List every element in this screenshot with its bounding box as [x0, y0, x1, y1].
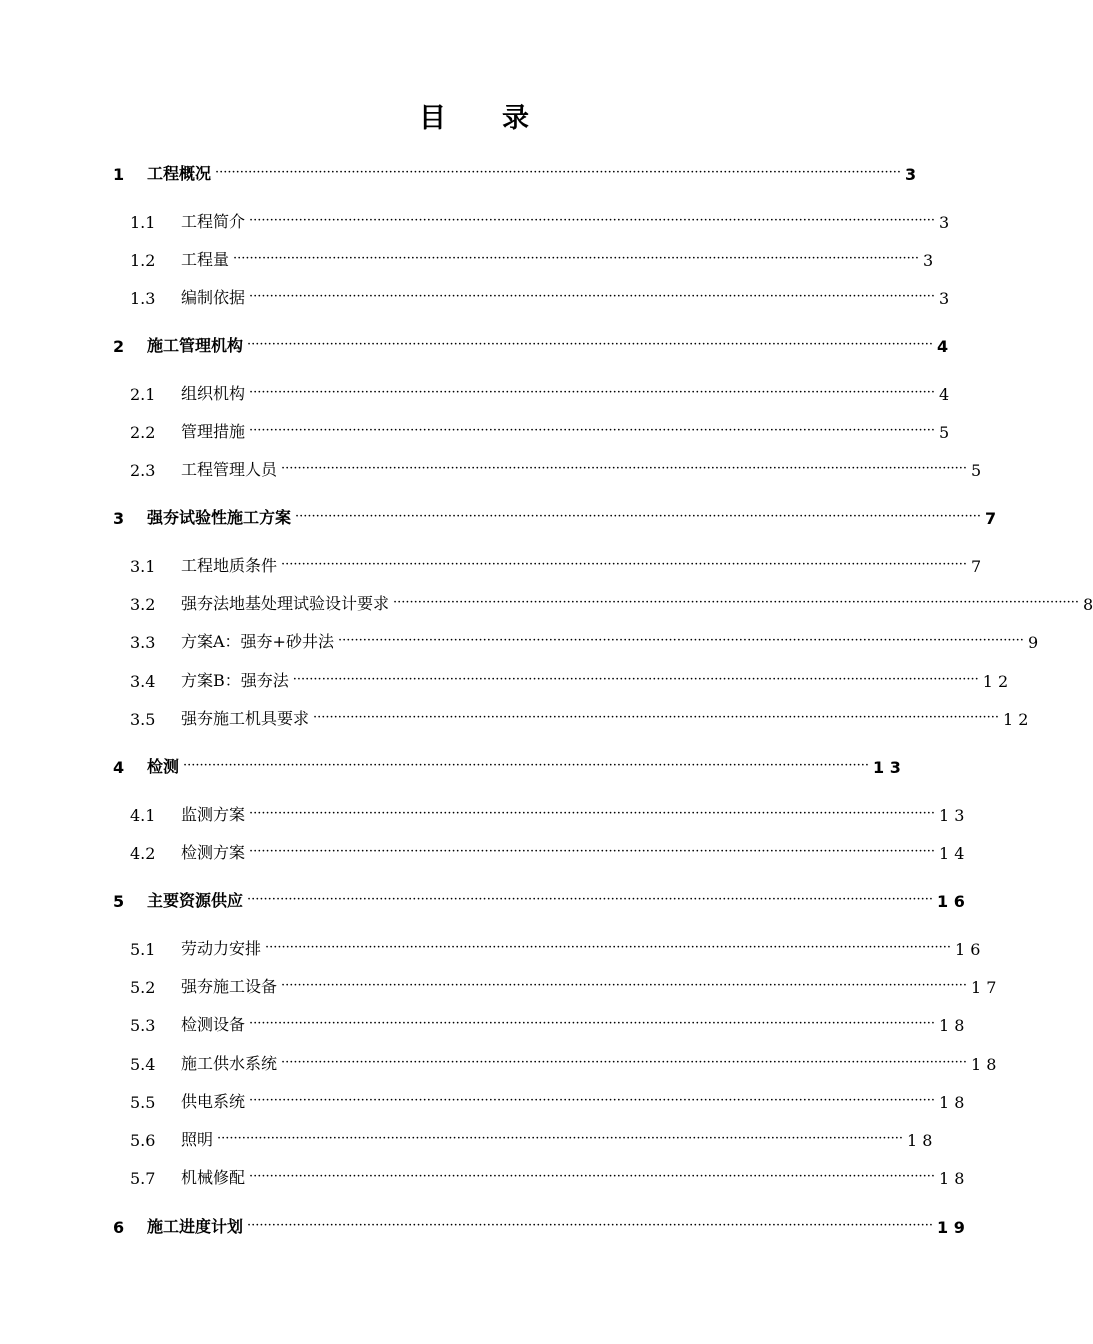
toc-entry-number: 2.3	[130, 461, 156, 480]
toc-entry-label: 主要资源供应	[147, 891, 244, 910]
toc-entry-label: 检测方案	[181, 843, 246, 862]
toc-entry[interactable]	[130, 284, 950, 308]
toc-leader-dots: ······································································································································································	[337, 633, 1024, 648]
toc-entry-label: 检测设备	[181, 1015, 246, 1034]
toc-entry[interactable]	[130, 839, 965, 863]
toc-entry-number: 5.6	[130, 1131, 156, 1150]
toc-entry-label: 强夯施工设备	[181, 977, 278, 996]
toc-entry-label: 强夯施工机具要求	[181, 709, 310, 728]
toc-entry-number: 3.2	[130, 595, 156, 614]
toc-entry-number: 3.4	[130, 672, 156, 691]
toc-entry-label: 强夯试验性施工方案	[147, 508, 292, 527]
toc-entry-number: 5.5	[130, 1093, 156, 1112]
toc-leader-dots: ······································································································································································	[247, 1218, 933, 1233]
toc-entry-page: 1 3	[938, 806, 965, 825]
toc-title-char-1: 目	[419, 103, 448, 134]
toc-entry-page: 8	[1082, 595, 1093, 614]
toc-entry-page: 1 8	[938, 1169, 965, 1188]
toc-entry-page: 1 6	[936, 892, 965, 911]
toc-entry[interactable]	[130, 705, 1029, 729]
toc-entry-number: 1	[113, 165, 125, 184]
toc-entry-page: 1 8	[970, 1055, 997, 1074]
toc-leader-dots: ······································································································································································	[183, 758, 869, 773]
toc-entry-page: 4	[936, 337, 949, 356]
toc-entry-page: 1 3	[872, 758, 901, 777]
toc-entry[interactable]	[130, 246, 934, 270]
toc-entry-number: 5.1	[130, 940, 156, 959]
toc-entry-page: 7	[984, 509, 997, 528]
toc-entry-label: 劳动力安排	[181, 939, 262, 958]
toc-entry[interactable]	[130, 590, 1093, 614]
toc-leader-dots: ······································································································································································	[247, 892, 933, 907]
toc-entry-page: 1 7	[970, 978, 997, 997]
toc-entry-label: 工程量	[181, 250, 230, 269]
toc-leader-dots: ······································································································································································	[281, 557, 967, 572]
toc-entry-label: 工程管理人员	[181, 460, 278, 479]
toc-entry[interactable]	[130, 973, 997, 997]
toc-leader-dots: ······································································································································································	[281, 1055, 967, 1070]
toc-entry-page: 1 4	[938, 844, 965, 863]
toc-leader-dots: ······································································································································································	[249, 1016, 935, 1031]
toc-leader-dots: ······································································································································································	[249, 1093, 935, 1108]
toc-entry-number: 2	[113, 337, 125, 356]
toc-entry-page: 3	[922, 251, 934, 270]
toc-leader-dots: ······································································································································································	[249, 213, 935, 228]
toc-entry[interactable]	[130, 628, 1039, 652]
toc-entry-page: 1 2	[982, 672, 1009, 691]
toc-entry[interactable]	[130, 1050, 997, 1074]
toc-entry-label: 施工进度计划	[147, 1217, 244, 1236]
toc-entry[interactable]	[113, 160, 917, 184]
toc-leader-dots: ······································································································································································	[281, 461, 967, 476]
toc-entry[interactable]	[130, 418, 950, 442]
toc-entry-number: 1.3	[130, 289, 156, 308]
toc-leader-dots: ······································································································································································	[249, 844, 935, 859]
toc-leader-dots: ······································································································································································	[249, 1169, 935, 1184]
toc-leader-dots: ······································································································································································	[313, 710, 999, 725]
toc-entry-label: 照明	[181, 1130, 214, 1149]
toc-entry-page: 1 8	[938, 1016, 965, 1035]
toc-entry-number: 5.4	[130, 1055, 156, 1074]
toc-leader-dots: ······································································································································································	[393, 595, 1079, 610]
toc-leader-dots: ······································································································································································	[265, 940, 951, 955]
toc-entry-label: 工程地质条件	[181, 556, 278, 575]
toc-entry[interactable]	[130, 667, 1009, 691]
toc-entry-label: 供电系统	[181, 1092, 246, 1111]
toc-title-char-2: 录	[502, 103, 531, 134]
toc-entry[interactable]	[130, 552, 982, 576]
toc-entry[interactable]	[130, 1164, 965, 1188]
toc-entry-number: 4.2	[130, 844, 156, 863]
toc-entry-page: 1 9	[936, 1218, 965, 1237]
toc-entry-label: 检测	[147, 757, 180, 776]
toc-entry-number: 4	[113, 758, 125, 777]
toc-entry-label: 组织机构	[181, 384, 246, 403]
toc-entry[interactable]	[130, 1088, 965, 1112]
toc-entry[interactable]	[130, 935, 981, 959]
toc-entry[interactable]	[113, 332, 949, 356]
toc-entry-page: 3	[904, 165, 917, 184]
toc-leader-dots: ······································································································································································	[249, 289, 935, 304]
toc-entry-number: 5.2	[130, 978, 156, 997]
toc-entry-number: 3	[113, 509, 125, 528]
toc-entry[interactable]	[130, 1126, 933, 1150]
toc-entry[interactable]	[130, 801, 965, 825]
toc-entry-number: 5.7	[130, 1169, 156, 1188]
toc-leader-dots: ······································································································································································	[215, 165, 901, 180]
toc-entry-number: 6	[113, 1218, 125, 1237]
toc-entry-label: 施工供水系统	[181, 1054, 278, 1073]
toc-entry-label: 机械修配	[181, 1168, 246, 1187]
toc-leader-dots: ······································································································································································	[249, 806, 935, 821]
toc-entry[interactable]	[130, 380, 950, 404]
toc-leader-dots: ······································································································································································	[247, 337, 933, 352]
toc-entry-label: 强夯法地基处理试验设计要求	[181, 594, 390, 613]
toc-entry[interactable]	[130, 1011, 965, 1035]
toc-entry-page: 1 8	[938, 1093, 965, 1112]
toc-leader-dots: ······································································································································································	[295, 509, 981, 524]
toc-entry-page: 5	[970, 461, 982, 480]
toc-entry-page: 1 8	[906, 1131, 933, 1150]
toc-entry[interactable]	[113, 1213, 965, 1237]
toc-entry-label: 工程简介	[181, 212, 246, 231]
toc-entry-label: 监测方案	[181, 805, 246, 824]
toc-entry-page: 1 6	[954, 940, 981, 959]
toc-entry-number: 5	[113, 892, 125, 911]
toc-entry-number: 2.2	[130, 423, 156, 442]
toc-entry[interactable]	[113, 504, 997, 528]
toc-entry-number: 5.3	[130, 1016, 156, 1035]
toc-entry-label: 方案B：强夯法	[181, 671, 289, 690]
toc-entry[interactable]	[113, 887, 965, 911]
toc-entry-number: 4.1	[130, 806, 156, 825]
toc-entry-page: 7	[970, 557, 982, 576]
toc-entry-label: 施工管理机构	[147, 336, 244, 355]
toc-leader-dots: ······································································································································································	[217, 1131, 903, 1146]
toc-entry-page: 5	[938, 423, 950, 442]
toc-entry-page: 3	[938, 289, 950, 308]
toc-entry-number: 3.1	[130, 557, 156, 576]
toc-entry[interactable]	[130, 456, 982, 480]
toc-entry[interactable]	[113, 753, 901, 777]
toc-leader-dots: ······································································································································································	[249, 385, 935, 400]
toc-entry-page: 3	[938, 213, 950, 232]
toc-entry-label: 方案A：强夯+砂井法	[181, 632, 334, 651]
toc-entry-label: 编制依据	[181, 288, 246, 307]
toc-entry-number: 3.5	[130, 710, 156, 729]
toc-entry-page: 1 2	[1002, 710, 1029, 729]
toc-leader-dots: ······································································································································································	[292, 672, 979, 687]
toc-entry-page: 9	[1027, 633, 1039, 652]
toc-entry-number: 1.1	[130, 213, 156, 232]
toc-leader-dots: ······································································································································································	[249, 423, 935, 438]
toc-entry-label: 管理措施	[181, 422, 246, 441]
toc-entry-number: 1.2	[130, 251, 156, 270]
toc-leader-dots: ······································································································································································	[281, 978, 967, 993]
toc-entry-number: 3.3	[130, 633, 156, 652]
toc-entry[interactable]	[130, 208, 950, 232]
toc-leader-dots: ······································································································································································	[233, 251, 919, 266]
toc-entry-page: 4	[938, 385, 950, 404]
toc-entry-label: 工程概况	[147, 164, 212, 183]
toc-entry-number: 2.1	[130, 385, 156, 404]
